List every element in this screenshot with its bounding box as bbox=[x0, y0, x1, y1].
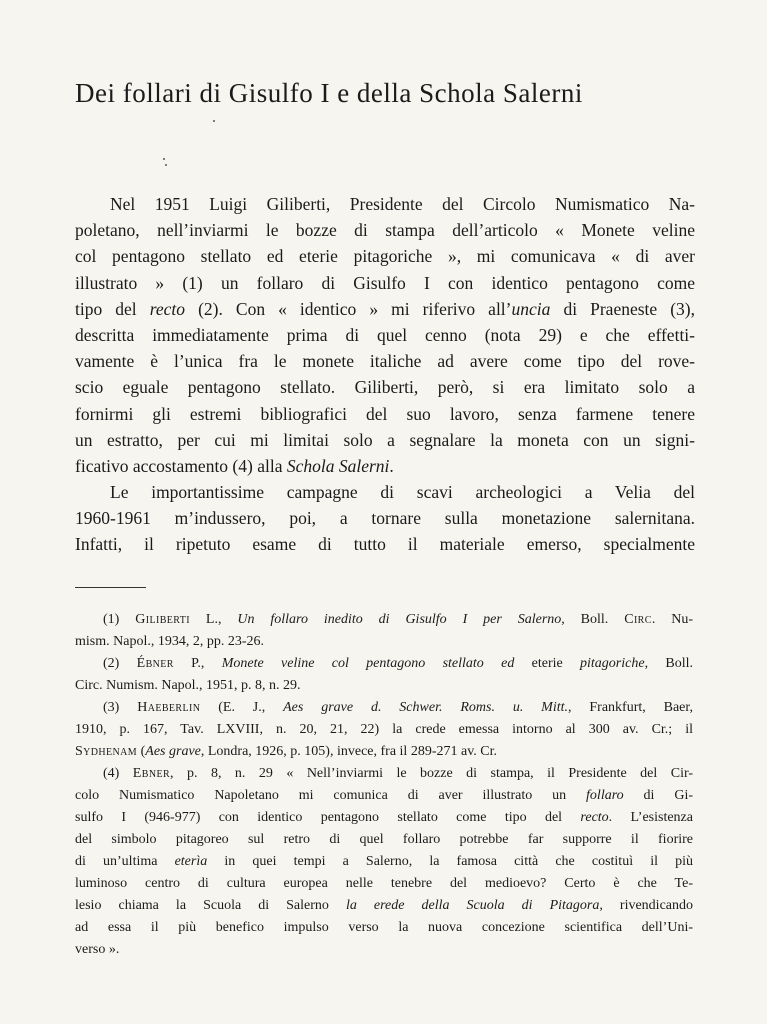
text-run: poletano, nell’inviarmi le bozze di stampa dell’articolo « Monete veline bbox=[75, 220, 695, 241]
text-run: ( bbox=[137, 744, 146, 759]
footnote-line bbox=[75, 609, 693, 631]
text-run: del simbolo pitagoreo sul retro di quel follaro potrebbe far supporre il fiorire bbox=[75, 832, 693, 847]
text-run: tipo del bbox=[75, 298, 150, 319]
footnote-line bbox=[75, 741, 693, 763]
text-run: ficativo accostamento (4) alla bbox=[75, 455, 287, 476]
text-run: . bbox=[389, 455, 394, 476]
text-run: Aes grave d. Schwer. Roms. u. Mitt. bbox=[283, 700, 569, 715]
text-run: Sydhenam bbox=[75, 744, 138, 759]
body-line bbox=[75, 531, 695, 557]
text-run: luminoso centro di cultura europea nelle tenebre del medioevo? Certo è che Te- bbox=[75, 876, 693, 891]
article-title: Dei follari di Gisulfo I e della Schola Salerni bbox=[75, 78, 583, 108]
footnote-line bbox=[75, 829, 693, 851]
text-run: Schola Salerni bbox=[286, 455, 390, 476]
body-line bbox=[75, 453, 695, 479]
text-run: fornirmi gli estremi bibliografici del suo lavoro, senza farmene tenere bbox=[75, 403, 695, 424]
text-run: Circ. Numism. Napol., 1951, p. 8, n. 29. bbox=[75, 678, 301, 693]
text-run: verso ». bbox=[75, 942, 120, 957]
body-line bbox=[75, 479, 695, 505]
text-run: pitagoriche bbox=[580, 656, 645, 671]
text-run: mism. Napol., 1934, 2, pp. 23-26. bbox=[75, 634, 264, 649]
text-run: , p. 8, n. 29 « Nell’inviarmi le bozze di stampa, il Presidente del Cir- bbox=[170, 766, 693, 781]
body-line bbox=[75, 217, 695, 243]
text-run: un estratto, per cui mi limitai solo a segnalare la moneta con un signi- bbox=[75, 429, 695, 450]
text-run: 1910, p. 167, Tav. LXVIII, n. 20, 21, 22) la crede emessa intorno al 300 av. Cr.; il bbox=[75, 722, 693, 737]
text-run: Nel 1951 Luigi Giliberti, Presidente del Circolo Numismatico Na- bbox=[110, 194, 695, 214]
text-run: ad essa il più benefico impulso verso la nuova concezione scientifica dell’Uni- bbox=[75, 920, 693, 935]
body-line bbox=[75, 374, 695, 400]
footnote-line bbox=[75, 939, 693, 961]
text-run: sulfo I (946-977) con identico pentagono stellato come tipo del bbox=[75, 810, 581, 825]
text-run: L., bbox=[190, 612, 238, 627]
footnote-line bbox=[75, 763, 693, 785]
text-run: recto bbox=[580, 810, 609, 825]
body-line bbox=[75, 348, 695, 374]
text-run: P., bbox=[173, 656, 222, 671]
text-run: , Boll. bbox=[561, 612, 625, 627]
speck-mark bbox=[165, 164, 167, 166]
text-run: , rivendicando bbox=[599, 898, 693, 913]
text-run: colo Numismatico Napoletano mi comunica di aver illustrato un bbox=[75, 788, 587, 803]
text-run: . L’esistenza bbox=[608, 810, 693, 825]
footnote-line bbox=[75, 917, 693, 939]
footnote-line bbox=[75, 895, 693, 917]
text-run: scio eguale pentagono stellato. Giliberti, però, si era limitato solo a bbox=[75, 377, 695, 398]
text-run: , Londra, 1926, p. 105), invece, fra il 289-271 av. Cr. bbox=[200, 744, 498, 759]
text-run: lesio chiama la Scuola di Salerno bbox=[75, 898, 346, 913]
text-run: (2). Con « identico » mi riferivo all’ bbox=[185, 298, 512, 319]
text-run: vamente è l’unica fra le monete italiche ad avere come tipo del rove- bbox=[75, 351, 695, 372]
footnote-line bbox=[75, 675, 693, 697]
footnote-line bbox=[75, 631, 693, 653]
text-run: Monete veline col pentagono stellato ed bbox=[221, 656, 515, 671]
text-run: Un follaro inedito di Gisulfo I per Salerno bbox=[237, 612, 562, 627]
text-run: Ebner bbox=[132, 766, 171, 781]
text-run: Aes grave bbox=[145, 744, 201, 759]
body-line bbox=[75, 191, 695, 217]
text-run: recto bbox=[149, 298, 186, 319]
footnote-line bbox=[75, 851, 693, 873]
text-run: Circ bbox=[624, 612, 652, 627]
text-run: , Boll. bbox=[644, 656, 694, 671]
text-run: descritta immediatamente prima di quel cenno (nota 29) e che effetti- bbox=[75, 324, 695, 345]
text-run: col pentagono stellato ed eterie pitagoriche », mi comunicava « di aver bbox=[75, 246, 695, 267]
footnotes bbox=[75, 609, 693, 961]
text-run: di Praeneste (3), bbox=[550, 298, 695, 319]
footnote-line bbox=[75, 697, 693, 719]
body-line bbox=[75, 270, 695, 296]
footnote-line bbox=[75, 719, 693, 741]
footnote-rule bbox=[75, 587, 146, 588]
text-run: Ébner bbox=[136, 656, 174, 671]
text-run: 1960-1961 m’indussero, poi, a tornare sulla monetazione salernitana. bbox=[75, 508, 695, 529]
footnote-line bbox=[75, 807, 693, 829]
body-line bbox=[75, 322, 695, 348]
body-line bbox=[75, 243, 695, 269]
body-line bbox=[75, 427, 695, 453]
text-run: (E. J., bbox=[200, 700, 284, 715]
text-run: eterie bbox=[514, 656, 581, 671]
text-run: illustrato » (1) un follaro di Gisulfo I con identico pentagono come bbox=[75, 272, 695, 293]
text-run: di Gi- bbox=[623, 788, 693, 803]
text-run: (2) bbox=[103, 656, 137, 671]
text-run: di un’ultima bbox=[75, 854, 175, 869]
body-line bbox=[75, 296, 695, 322]
text-run: , Frankfurt, Baer, bbox=[568, 700, 693, 715]
text-run: eterìa bbox=[174, 854, 208, 869]
speck-mark bbox=[163, 158, 165, 160]
text-run: Infatti, il ripetuto esame di tutto il materiale emerso, specialmente bbox=[75, 534, 695, 555]
text-run: in quei tempi a Salerno, la famosa città che costituì il più bbox=[207, 854, 693, 869]
footnote-line bbox=[75, 873, 693, 895]
text-run: uncia bbox=[511, 298, 551, 319]
footnote-line bbox=[75, 653, 693, 675]
text-run: Haeberlin bbox=[137, 700, 201, 715]
body-text bbox=[75, 191, 695, 558]
footnote-line bbox=[75, 785, 693, 807]
text-run: la erede della Scuola di Pitagora bbox=[345, 898, 600, 913]
text-run: (4) bbox=[103, 766, 133, 781]
text-run: Le importantissime campagne di scavi archeologici a Velia del bbox=[110, 482, 695, 503]
text-run: . Nu- bbox=[651, 612, 693, 627]
text-run: Giliberti bbox=[135, 612, 190, 627]
speck-mark bbox=[213, 120, 215, 122]
text-run: follaro bbox=[586, 788, 624, 803]
text-run: (1) bbox=[103, 612, 136, 627]
text-run: (3) bbox=[103, 700, 138, 715]
body-line bbox=[75, 505, 695, 531]
body-line bbox=[75, 401, 695, 427]
